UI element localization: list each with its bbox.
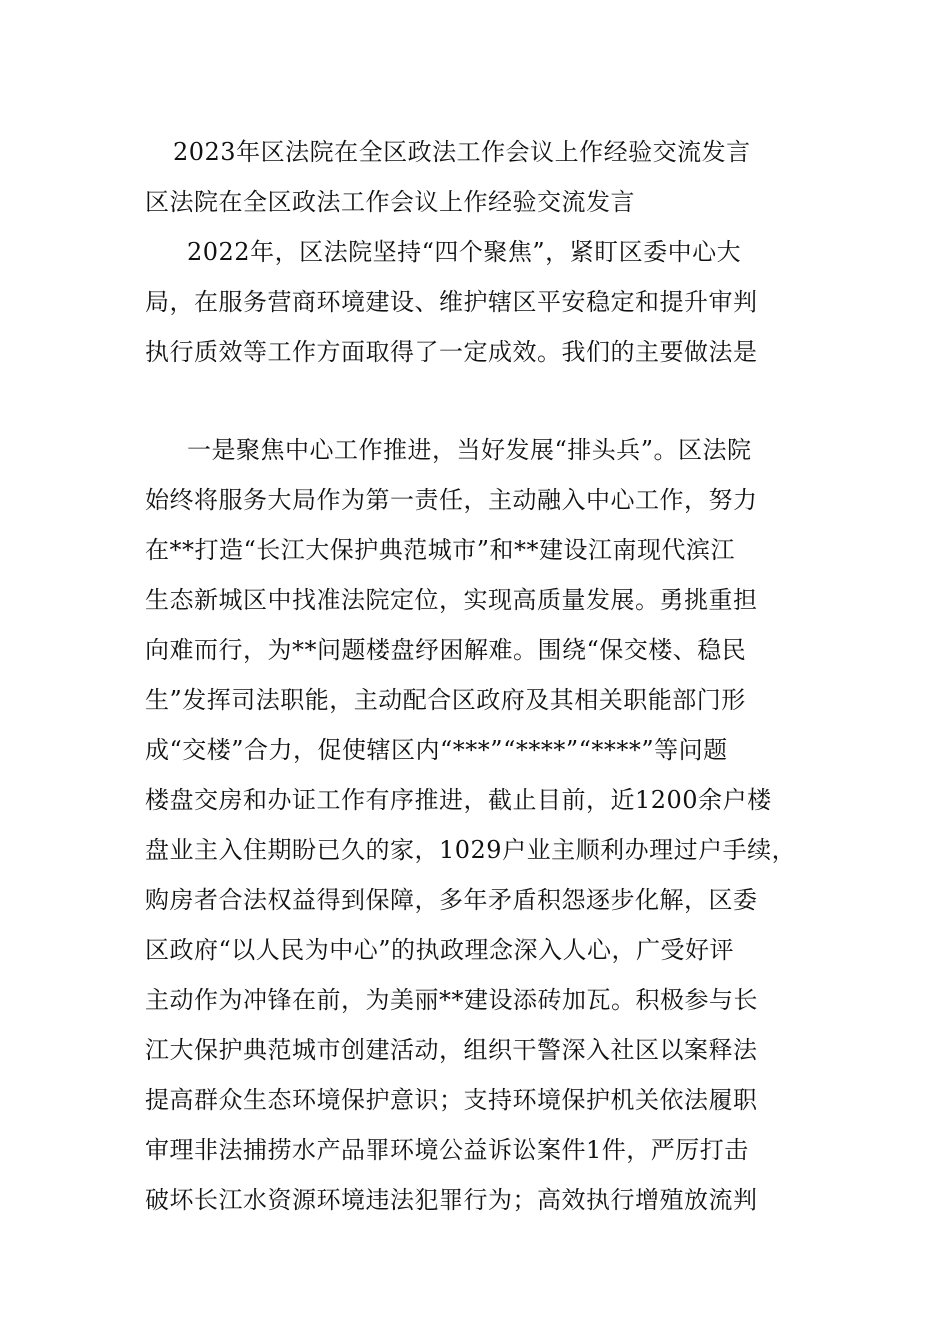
paragraph-2-line-12: 主动作为冲锋在前，为美丽**建设添砖加瓦。积极参与长 [145, 986, 758, 1014]
paragraph-2-line-14: 提高群众生态环境保护意识；支持环境保护机关依法履职 [145, 1086, 758, 1114]
paragraph-1-line-3: 执行质效等工作方面取得了一定成效。我们的主要做法是 [145, 338, 758, 366]
paragraph-2-line-8: 楼盘交房和办证工作有序推进，截止目前，近1200余户楼 [145, 786, 772, 814]
paragraph-2-line-9: 盘业主入住期盼已久的家，1029户业主顺利办理过户手续， [145, 836, 797, 864]
paragraph-2-line-13: 江大保护典范城市创建活动，组织干警深入社区以案释法 [145, 1036, 758, 1064]
paragraph-2-line-11: 区政府“以人民为中心”的执政理念深入人心，广受好评 [145, 936, 735, 964]
paragraph-2-line-5: 向难而行，为**问题楼盘纾困解难。围绕“保交楼、稳民 [145, 636, 747, 664]
document-title: 2023年区法院在全区政法工作会议上作经验交流发言 [173, 138, 751, 166]
paragraph-2-line-6: 生”发挥司法职能，主动配合区政府及其相关职能部门形 [145, 686, 746, 714]
paragraph-2-line-15: 审理非法捕捞水产品罪环境公益诉讼案件1件，严厉打击 [145, 1136, 749, 1164]
paragraph-2-line-16: 破坏长江水资源环境违法犯罪行为；高效执行增殖放流判 [145, 1186, 758, 1214]
paragraph-2-line-7: 成“交楼”合力，促使辖区内“***”“****”“****”等问题 [145, 736, 728, 764]
paragraph-2-line-1: 一是聚焦中心工作推进，当好发展“排头兵”。区法院 [187, 436, 752, 464]
paragraph-1-line-1: 2022年，区法院坚持“四个聚焦”，紧盯区委中心大 [187, 238, 742, 266]
paragraph-2-line-3: 在**打造“长江大保护典范城市”和**建设江南现代滨江 [145, 536, 736, 564]
paragraph-2-line-10: 购房者合法权益得到保障，多年矛盾积怨逐步化解，区委 [145, 886, 758, 914]
paragraph-2-line-4: 生态新城区中找准法院定位，实现高质量发展。勇挑重担 [145, 586, 758, 614]
paragraph-1-line-2: 局，在服务营商环境建设、维护辖区平安稳定和提升审判 [145, 288, 758, 316]
paragraph-2-line-2: 始终将服务大局作为第一责任，主动融入中心工作，努力 [145, 486, 758, 514]
document-subtitle: 区法院在全区政法工作会议上作经验交流发言 [145, 188, 635, 216]
